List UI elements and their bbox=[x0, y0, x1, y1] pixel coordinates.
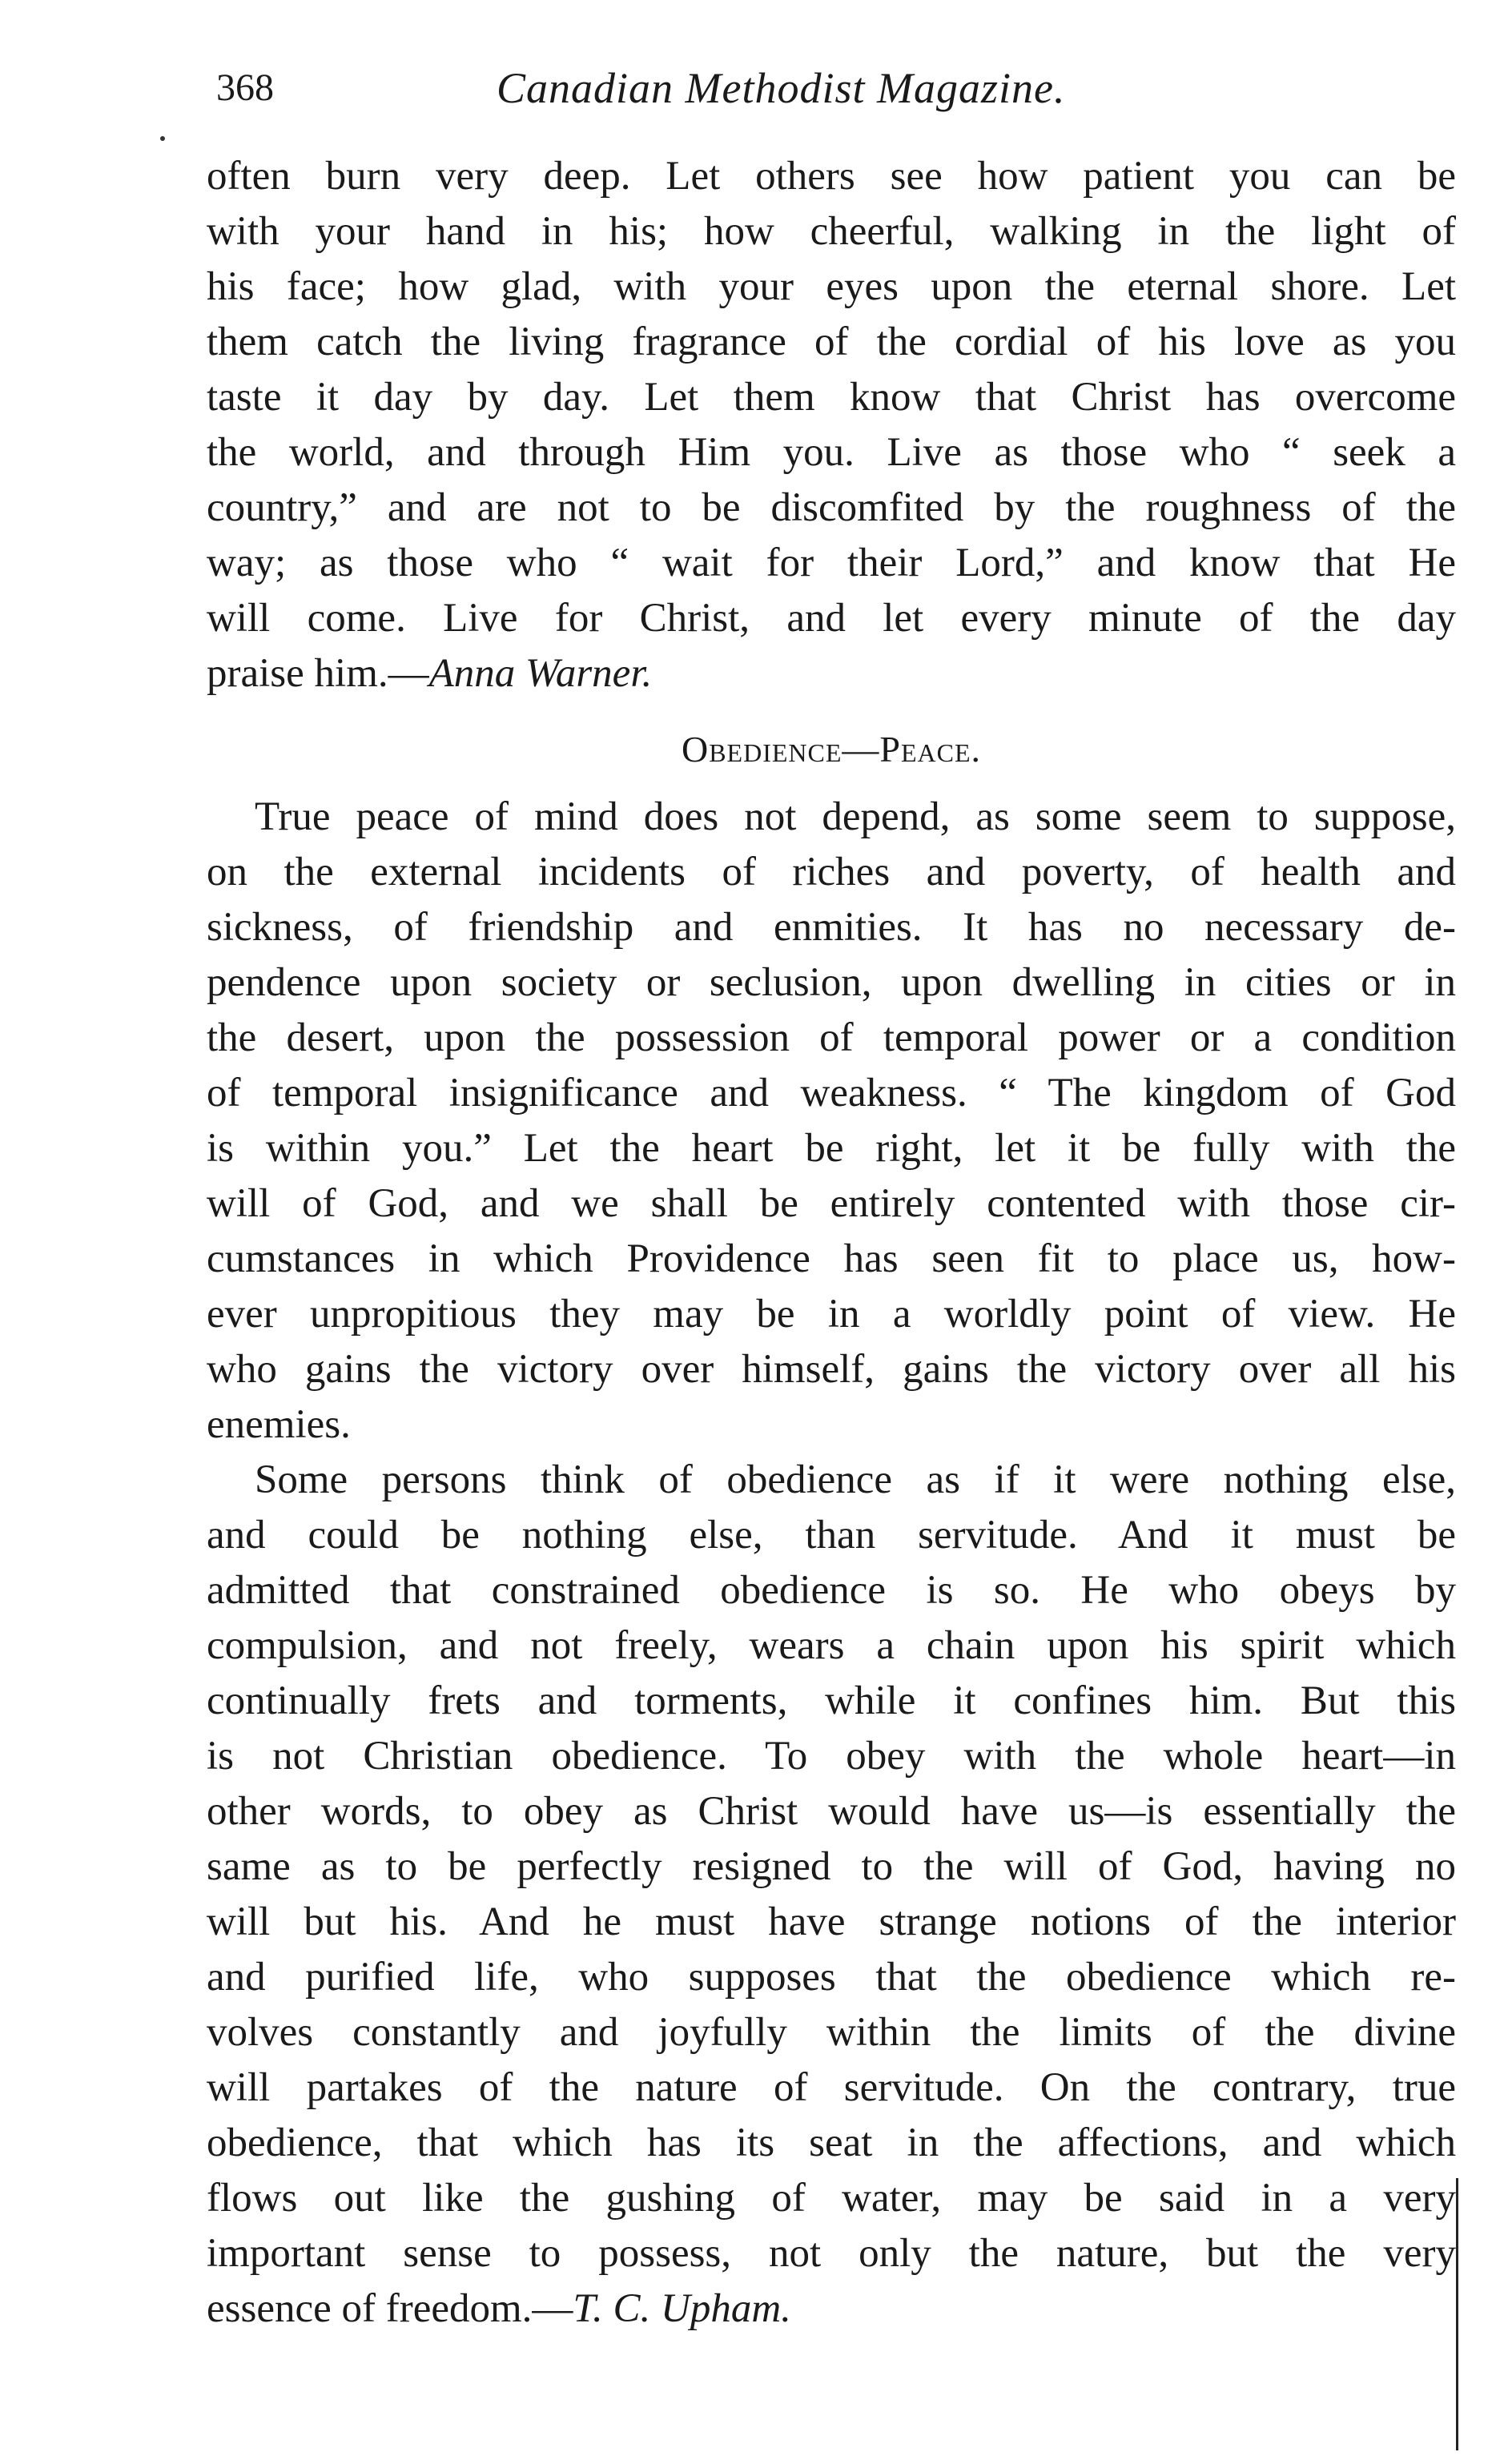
text-line: same as to be perfectly resigned to the will of God, having no bbox=[207, 1844, 1456, 1889]
text-block bbox=[207, 149, 1456, 2337]
page-number: 368 bbox=[216, 66, 274, 109]
text-line: cumstances in which Providence has seen fit to place us, how- bbox=[207, 1236, 1456, 1281]
paragraph bbox=[207, 1453, 1456, 2337]
text-line: enemies. bbox=[207, 1402, 351, 1447]
text-line: volves constantly and joyfully within the limits of the divine bbox=[207, 2010, 1456, 2055]
text-line: way; as those who “ wait for their Lord,” and know that He bbox=[207, 541, 1456, 585]
ink-speck bbox=[160, 136, 165, 141]
text-line: the desert, upon the possession of temporal power or a condition bbox=[207, 1015, 1456, 1060]
text-line: compulsion, and not freely, wears a chain upon his spirit which bbox=[207, 1623, 1456, 1668]
text-line: ever unpropitious they may be in a worldly point of view. He bbox=[207, 1292, 1456, 1337]
text-line: country,” and are not to be discomfited by the roughness of the bbox=[207, 485, 1456, 530]
text-line: and could be nothing else, than servitude. And it must be bbox=[207, 1513, 1456, 1558]
journal-title: Canadian Methodist Magazine. bbox=[497, 64, 1066, 112]
text-line: flows out like the gushing of water, may be said in a very bbox=[207, 2176, 1456, 2221]
closing-text: praise him.— bbox=[207, 651, 429, 696]
text-line: with your hand in his; how cheerful, walking in the light of bbox=[207, 209, 1456, 254]
text-line: Some persons think of obedience as if it were nothing else, bbox=[255, 1457, 1456, 1502]
text-line-with-attribution bbox=[207, 646, 1456, 701]
text-line: often burn very deep. Let others see how patient you can be bbox=[207, 154, 1456, 199]
text-line: pendence upon society or seclusion, upon dwelling in cities or in bbox=[207, 960, 1456, 1005]
passage-continuation bbox=[207, 149, 1456, 701]
running-head bbox=[216, 56, 1466, 120]
binding-edge-line bbox=[1456, 2178, 1458, 2450]
text-line-with-attribution bbox=[207, 2281, 1456, 2337]
text-line: who gains the victory over himself, gains the victory over all his bbox=[207, 1347, 1456, 1392]
paragraph bbox=[207, 790, 1456, 1453]
author-attribution: T. C. Upham. bbox=[573, 2286, 791, 2331]
section-heading: Obedience—Peace. bbox=[681, 729, 982, 770]
text-line: will but his. And he must have strange notions of the interior bbox=[207, 1899, 1456, 1944]
text-line: the world, and through Him you. Live as those who “ seek a bbox=[207, 430, 1456, 475]
text-line: important sense to possess, not only the nature, but the very bbox=[207, 2231, 1456, 2276]
text-line: of temporal insignificance and weakness. “ The kingdom of God bbox=[207, 1071, 1456, 1115]
text-line: will of God, and we shall be entirely contented with those cir- bbox=[207, 1181, 1456, 1226]
text-line: will come. Live for Christ, and let every minute of the day bbox=[207, 596, 1456, 641]
author-attribution: Anna Warner. bbox=[428, 651, 653, 696]
text-line: is not Christian obedience. To obey with the whole heart—in bbox=[207, 1734, 1456, 1779]
text-line: True peace of mind does not depend, as some seem to suppose, bbox=[255, 794, 1456, 839]
text-line: taste it day by day. Let them know that Christ has overcome bbox=[207, 375, 1456, 420]
closing-text: essence of freedom.— bbox=[207, 2286, 573, 2331]
text-line: obedience, that which has its seat in the affections, and which bbox=[207, 2120, 1456, 2165]
text-line: on the external incidents of riches and poverty, of health and bbox=[207, 850, 1456, 894]
text-line: his face; how glad, with your eyes upon the eternal shore. Let bbox=[207, 264, 1456, 309]
text-line: other words, to obey as Christ would have us—is essentially the bbox=[207, 1789, 1456, 1834]
text-line: admitted that constrained obedience is so. He who obeys by bbox=[207, 1568, 1456, 1613]
text-line: and purified life, who supposes that the obedience which re- bbox=[207, 1955, 1456, 2000]
text-line: them catch the living fragrance of the cordial of his love as you bbox=[207, 320, 1456, 364]
text-line: continually frets and torments, while it confines him. But this bbox=[207, 1678, 1456, 1723]
text-line: will partakes of the nature of servitude. On the contrary, true bbox=[207, 2065, 1456, 2110]
text-line: is within you.” Let the heart be right, let it be fully with the bbox=[207, 1126, 1456, 1171]
text-line: sickness, of friendship and enmities. It has no necessary de- bbox=[207, 905, 1456, 950]
